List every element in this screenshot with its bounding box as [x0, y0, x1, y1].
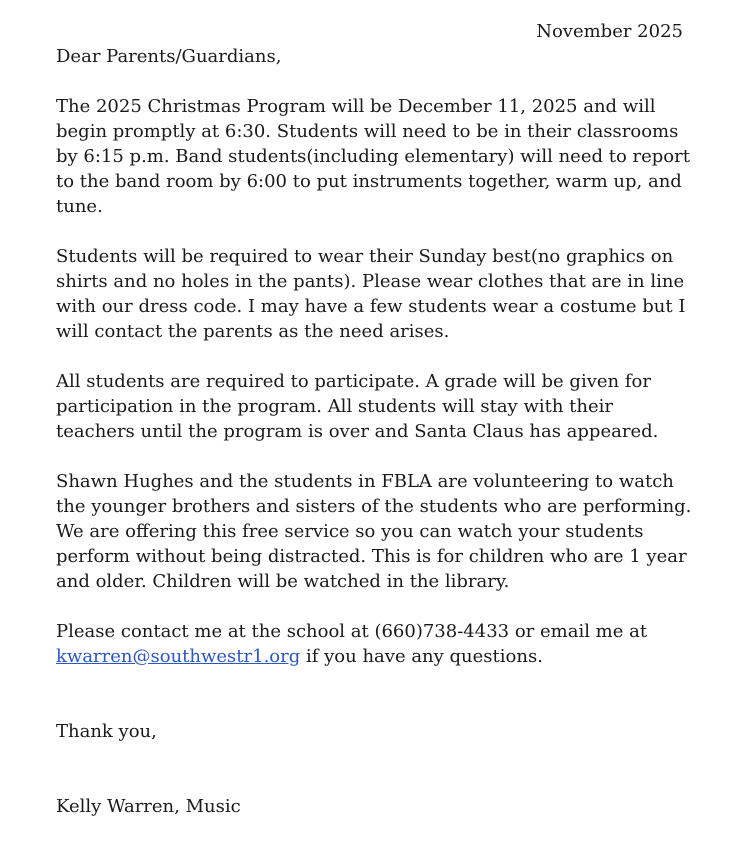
paragraph-participation: All students are required to participate. A grade will be given for participation in the program. All students will stay with their teachers until the program is over and Santa Claus has appeared. — [56, 371, 659, 442]
paragraph-childcare: Shawn Hughes and the students in FBLA are volunteering to watch the younger brothers and sisters of the students who are performing. We are offering this free service so you can watch your students perform without being distracted. This is for children who are 1 year and older. Children will be watched in the library. — [56, 471, 692, 592]
paragraph-program-details: The 2025 Christmas Program will be December 11, 2025 and will begin promptly at 6:30. Students will need to be in their classrooms by 6:15 p.m. Band students(including elementary) will need to report to the band room by 6:00 to put instruments together, warm up, and tune. — [56, 96, 690, 217]
contact-suffix: if you have any questions. — [300, 646, 543, 667]
email-link[interactable]: kwarren@southwestr1.org — [56, 646, 301, 667]
contact-text: Please contact me at the school at (660)738-4433 or email me at — [56, 621, 648, 642]
paragraph-dress-code: Students will be required to wear their Sunday best(no graphics on shirts and no holes in the pants). Please wear clothes that are in line with our dress code. I may have a few students wear a costume but I will contact the parents as the need arises. — [56, 246, 686, 342]
signature: Kelly Warren, Music — [56, 796, 241, 817]
closing: Thank you, — [56, 721, 157, 742]
letter-date: November 2025 — [536, 21, 683, 42]
paragraph-contact — [56, 619, 696, 669]
salutation: Dear Parents/Guardians, — [56, 46, 282, 67]
letter-body — [56, 44, 696, 819]
